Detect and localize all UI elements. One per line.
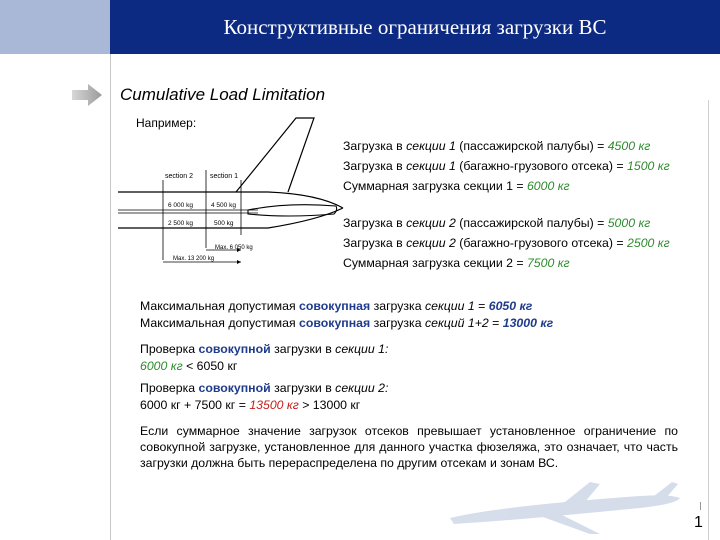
text: (багажно-грузового отсека) = <box>455 236 628 250</box>
text: (пассажирской палубы) = <box>455 216 608 230</box>
check2-expr <box>140 397 388 414</box>
text: загрузки в <box>270 342 336 356</box>
keyword: совокупная <box>299 299 371 313</box>
text: : <box>384 342 389 356</box>
airplane-watermark-icon <box>440 478 690 540</box>
text: Проверка <box>140 381 199 395</box>
left-divider <box>110 54 111 540</box>
text: (пассажирской палубы) = <box>455 139 608 153</box>
load-value: 4500 кг <box>607 139 651 153</box>
keyword: совокупной <box>198 342 271 356</box>
section2-line3 <box>343 253 670 273</box>
text: (багажно-грузового отсека) = <box>455 159 628 173</box>
section-name: секции 1 <box>406 139 456 153</box>
section1-upper-load: 4 500 kg <box>211 202 236 209</box>
section1-line1 <box>343 136 670 156</box>
max-limits <box>140 298 553 332</box>
page-title: Конструктивные ограничения загрузки ВС <box>223 14 607 39</box>
section1-label: section 1 <box>210 173 239 180</box>
section-name: секции 2 <box>406 216 456 230</box>
text: Загрузка в <box>343 216 407 230</box>
text: : <box>384 381 389 395</box>
check1-expr <box>140 358 388 375</box>
text: = <box>474 299 489 313</box>
text: Загрузка в <box>343 159 407 173</box>
check-section2 <box>140 380 388 414</box>
text: Загрузка в <box>343 236 407 250</box>
conclusion-paragraph: Если суммарное значение загрузок отсеков превышает установленное ограничение по совокупной загрузке, установленное для данного участка фюзеляжа, это означает, что часть загрузки должна быть перераспределена по другим отсекам и зонам ВС. <box>140 424 678 470</box>
section1-line3 <box>343 176 670 196</box>
section-name: секции 1 <box>335 342 385 356</box>
text: загрузка <box>370 299 425 313</box>
section-name: секций 1+2 <box>424 316 489 330</box>
text: загрузка <box>370 316 425 330</box>
header-corner-block <box>0 0 110 54</box>
load-value: 6000 кг <box>140 359 183 373</box>
load-value: 5000 кг <box>607 216 651 230</box>
right-divider <box>708 100 709 540</box>
load-value: 7500 кг <box>526 256 570 270</box>
tail-fin-outline <box>236 118 314 192</box>
limit-value: 13000 кг <box>502 316 554 330</box>
text: 6000 кг + 7500 кг = <box>140 398 250 412</box>
page-title-bar <box>110 0 720 54</box>
section-name: секции 2 <box>406 236 456 250</box>
limit-value: 6050 кг <box>488 299 533 313</box>
section-name: секции 1 <box>424 299 475 313</box>
section-name: секции 1 <box>406 159 456 173</box>
text: Проверка <box>140 342 199 356</box>
max-section1-label: Max. 6 050 kg <box>215 245 253 251</box>
page-number: 1 <box>694 514 703 531</box>
max-line2 <box>140 315 553 332</box>
check1-title <box>140 341 388 358</box>
check2-title <box>140 380 388 397</box>
max-section12-label: Max. 13 200 kg <box>173 256 215 262</box>
text: = <box>488 316 503 330</box>
section2-loads <box>343 213 670 273</box>
section2-line1 <box>343 213 670 233</box>
max-line1 <box>140 298 553 315</box>
bullet-arrow-icon <box>72 84 104 106</box>
section-name: секции 2 <box>335 381 385 395</box>
keyword: совокупная <box>299 316 371 330</box>
section2-line2 <box>343 233 670 253</box>
text: Суммарная загрузка секции 1 = <box>343 179 527 193</box>
section2-upper-load: 6 000 kg <box>168 202 193 209</box>
text: Загрузка в <box>343 139 407 153</box>
section1-loads <box>343 136 670 196</box>
text: Максимальная допустимая <box>140 299 300 313</box>
section2-label: section 2 <box>165 173 194 180</box>
text: < 6050 кг <box>182 359 238 373</box>
example-label: Например: <box>136 116 197 130</box>
section1-lower-load: 500 kg <box>214 220 234 227</box>
load-value: 1500 кг <box>627 159 670 173</box>
slide-subtitle: Cumulative Load Limitation <box>120 85 326 104</box>
load-value: 2500 кг <box>627 236 670 250</box>
keyword: совокупной <box>198 381 271 395</box>
text: Максимальная допустимая <box>140 316 300 330</box>
section2-lower-load: 2 500 kg <box>168 220 193 227</box>
aircraft-tail-diagram <box>118 110 348 270</box>
check-section1 <box>140 341 388 375</box>
load-value: 6000 кг <box>526 179 570 193</box>
text: загрузки в <box>270 381 336 395</box>
text: Суммарная загрузка секции 2 = <box>343 256 527 270</box>
load-value: 13500 кг <box>249 398 299 412</box>
horizontal-stabilizer <box>248 205 337 216</box>
section1-line2 <box>343 156 670 176</box>
text: > 13000 кг <box>298 398 361 412</box>
page-tick <box>700 502 701 510</box>
